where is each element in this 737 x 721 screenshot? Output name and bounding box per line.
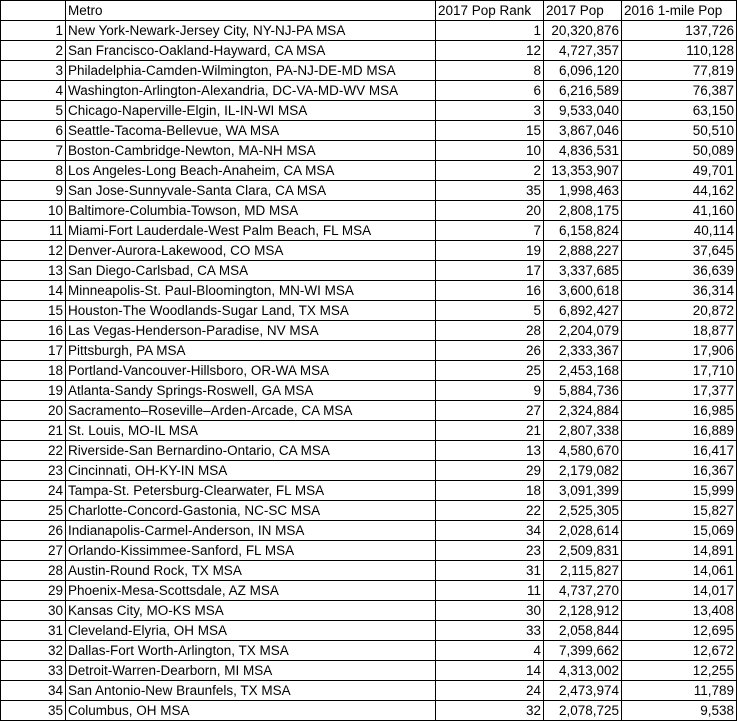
- cell-metro[interactable]: San Jose-Sunnyvale-Santa Clara, CA MSA: [66, 181, 436, 201]
- cell-2017-pop-rank[interactable]: 3: [436, 101, 544, 121]
- table-row: [1, 381, 737, 401]
- cell-2017-pop-rank[interactable]: 28: [436, 321, 544, 341]
- cell-2017-pop[interactable]: 3,091,399: [544, 481, 622, 501]
- cell-2016-1-mile-pop[interactable]: 16,985: [622, 401, 737, 421]
- cell-2017-pop[interactable]: 4,580,670: [544, 441, 622, 461]
- cell-metro[interactable]: Detroit-Warren-Dearborn, MI MSA: [66, 661, 436, 681]
- table-row: [1, 141, 737, 161]
- row-index: 25: [1, 501, 66, 521]
- table-row: [1, 161, 737, 181]
- row-index: 15: [1, 301, 66, 321]
- cell-2016-1-mile-pop[interactable]: 11,789: [622, 681, 737, 701]
- table-row: [1, 81, 737, 101]
- cell-2016-1-mile-pop[interactable]: 49,701: [622, 161, 737, 181]
- cell-2016-1-mile-pop[interactable]: 13,408: [622, 601, 737, 621]
- cell-2017-pop[interactable]: 6,158,824: [544, 221, 622, 241]
- cell-metro[interactable]: Orlando-Kissimmee-Sanford, FL MSA: [66, 541, 436, 561]
- cell-2016-1-mile-pop[interactable]: 15,827: [622, 501, 737, 521]
- cell-2016-1-mile-pop[interactable]: 14,017: [622, 581, 737, 601]
- row-index: 12: [1, 241, 66, 261]
- row-index: 18: [1, 361, 66, 381]
- table-row: [1, 181, 737, 201]
- row-index: 8: [1, 161, 66, 181]
- cell-2017-pop-rank[interactable]: 24: [436, 681, 544, 701]
- cell-metro[interactable]: Cleveland-Elyria, OH MSA: [66, 621, 436, 641]
- cell-metro[interactable]: Indianapolis-Carmel-Anderson, IN MSA: [66, 521, 436, 541]
- cell-2017-pop[interactable]: 2,324,884: [544, 401, 622, 421]
- table-row: [1, 501, 737, 521]
- row-index: 9: [1, 181, 66, 201]
- cell-metro[interactable]: St. Louis, MO-IL MSA: [66, 421, 436, 441]
- cell-2016-1-mile-pop[interactable]: 77,819: [622, 61, 737, 81]
- row-index: 17: [1, 341, 66, 361]
- cell-2017-pop[interactable]: 5,884,736: [544, 381, 622, 401]
- cell-2016-1-mile-pop[interactable]: 16,417: [622, 441, 737, 461]
- row-index: 23: [1, 461, 66, 481]
- row-index: 20: [1, 401, 66, 421]
- cell-2016-1-mile-pop[interactable]: 17,906: [622, 341, 737, 361]
- row-index: 28: [1, 561, 66, 581]
- table-row: [1, 541, 737, 561]
- row-index: 22: [1, 441, 66, 461]
- cell-metro[interactable]: Dallas-Fort Worth-Arlington, TX MSA: [66, 641, 436, 661]
- row-index: 33: [1, 661, 66, 681]
- cell-2017-pop-rank[interactable]: 16: [436, 281, 544, 301]
- cell-2017-pop-rank[interactable]: 2: [436, 161, 544, 181]
- cell-metro[interactable]: New York-Newark-Jersey City, NY-NJ-PA MSA: [66, 21, 436, 41]
- cell-2017-pop-rank[interactable]: 22: [436, 501, 544, 521]
- cell-2017-pop[interactable]: 6,096,120: [544, 61, 622, 81]
- row-index: 21: [1, 421, 66, 441]
- cell-2017-pop[interactable]: 4,836,531: [544, 141, 622, 161]
- cell-2017-pop[interactable]: 9,533,040: [544, 101, 622, 121]
- cell-2016-1-mile-pop[interactable]: 110,128: [622, 41, 737, 61]
- row-index: 32: [1, 641, 66, 661]
- cell-2016-1-mile-pop[interactable]: 36,639: [622, 261, 737, 281]
- cell-metro[interactable]: Pittsburgh, PA MSA: [66, 341, 436, 361]
- row-index: 34: [1, 681, 66, 701]
- table-row: [1, 201, 737, 221]
- cell-metro[interactable]: Washington-Arlington-Alexandria, DC-VA-MD-WV MSA: [66, 81, 436, 101]
- cell-2017-pop[interactable]: 3,337,685: [544, 261, 622, 281]
- cell-metro[interactable]: Charlotte-Concord-Gastonia, NC-SC MSA: [66, 501, 436, 521]
- cell-metro[interactable]: San Francisco-Oakland-Hayward, CA MSA: [66, 41, 436, 61]
- cell-2017-pop-rank[interactable]: 17: [436, 261, 544, 281]
- cell-2017-pop[interactable]: 2,525,305: [544, 501, 622, 521]
- row-index: 7: [1, 141, 66, 161]
- row-index: 14: [1, 281, 66, 301]
- table-row: [1, 681, 737, 701]
- cell-2017-pop-rank[interactable]: 35: [436, 181, 544, 201]
- table-row: [1, 581, 737, 601]
- cell-2017-pop-rank[interactable]: 31: [436, 561, 544, 581]
- cell-metro[interactable]: Houston-The Woodlands-Sugar Land, TX MSA: [66, 301, 436, 321]
- table-row: [1, 621, 737, 641]
- table-row: [1, 601, 737, 621]
- cell-2017-pop-rank[interactable]: 19: [436, 241, 544, 261]
- table-row: [1, 441, 737, 461]
- row-index: 31: [1, 621, 66, 641]
- cell-metro[interactable]: Atlanta-Sandy Springs-Roswell, GA MSA: [66, 381, 436, 401]
- cell-2017-pop-rank[interactable]: 5: [436, 301, 544, 321]
- cell-2017-pop-rank[interactable]: 23: [436, 541, 544, 561]
- cell-2016-1-mile-pop[interactable]: 14,891: [622, 541, 737, 561]
- cell-2016-1-mile-pop[interactable]: 20,872: [622, 301, 737, 321]
- cell-metro[interactable]: Phoenix-Mesa-Scottsdale, AZ MSA: [66, 581, 436, 601]
- cell-metro[interactable]: Minneapolis-St. Paul-Bloomington, MN-WI MSA: [66, 281, 436, 301]
- cell-2017-pop-rank[interactable]: 20: [436, 201, 544, 221]
- cell-metro[interactable]: Miami-Fort Lauderdale-West Palm Beach, FL MSA: [66, 221, 436, 241]
- table-row: [1, 701, 737, 721]
- table-row: [1, 661, 737, 681]
- cell-metro[interactable]: San Diego-Carlsbad, CA MSA: [66, 261, 436, 281]
- cell-2017-pop[interactable]: 3,867,046: [544, 121, 622, 141]
- header-row: [1, 1, 737, 21]
- table-row: [1, 281, 737, 301]
- cell-2017-pop-rank[interactable]: 8: [436, 61, 544, 81]
- cell-2016-1-mile-pop[interactable]: 17,710: [622, 361, 737, 381]
- cell-2017-pop[interactable]: 3,600,618: [544, 281, 622, 301]
- cell-2016-1-mile-pop[interactable]: 50,089: [622, 141, 737, 161]
- table-row: [1, 301, 737, 321]
- table-row: [1, 341, 737, 361]
- cell-2016-1-mile-pop[interactable]: 41,160: [622, 201, 737, 221]
- cell-2017-pop-rank[interactable]: 33: [436, 621, 544, 641]
- cell-2017-pop-rank[interactable]: 4: [436, 641, 544, 661]
- cell-2017-pop-rank[interactable]: 29: [436, 461, 544, 481]
- cell-2016-1-mile-pop[interactable]: 16,889: [622, 421, 737, 441]
- cell-2017-pop-rank[interactable]: 30: [436, 601, 544, 621]
- header-2016-1-mile-pop[interactable]: 2016 1-mile Pop: [622, 1, 737, 21]
- row-index: 4: [1, 81, 66, 101]
- cell-metro[interactable]: Cincinnati, OH-KY-IN MSA: [66, 461, 436, 481]
- cell-2017-pop[interactable]: 2,204,079: [544, 321, 622, 341]
- cell-metro[interactable]: Sacramento–Roseville–Arden-Arcade, CA MSA: [66, 401, 436, 421]
- cell-2017-pop-rank[interactable]: 27: [436, 401, 544, 421]
- cell-2017-pop-rank[interactable]: 14: [436, 661, 544, 681]
- cell-metro[interactable]: Tampa-St. Petersburg-Clearwater, FL MSA: [66, 481, 436, 501]
- cell-2017-pop-rank[interactable]: 21: [436, 421, 544, 441]
- cell-2016-1-mile-pop[interactable]: 18,877: [622, 321, 737, 341]
- cell-2017-pop[interactable]: 6,892,427: [544, 301, 622, 321]
- table-row: [1, 641, 737, 661]
- cell-2016-1-mile-pop[interactable]: 137,726: [622, 21, 737, 41]
- cell-2017-pop[interactable]: 2,078,725: [544, 701, 622, 721]
- table-row: [1, 241, 737, 261]
- cell-2016-1-mile-pop[interactable]: 76,387: [622, 81, 737, 101]
- table-row: [1, 101, 737, 121]
- cell-2016-1-mile-pop[interactable]: 12,255: [622, 661, 737, 681]
- cell-2017-pop-rank[interactable]: 18: [436, 481, 544, 501]
- cell-2017-pop[interactable]: 4,737,270: [544, 581, 622, 601]
- cell-metro[interactable]: Philadelphia-Camden-Wilmington, PA-NJ-DE-MD MSA: [66, 61, 436, 81]
- row-index: 19: [1, 381, 66, 401]
- row-index: 26: [1, 521, 66, 541]
- cell-2017-pop[interactable]: 2,509,831: [544, 541, 622, 561]
- table-row: [1, 61, 737, 81]
- cell-metro[interactable]: Columbus, OH MSA: [66, 701, 436, 721]
- cell-metro[interactable]: Riverside-San Bernardino-Ontario, CA MSA: [66, 441, 436, 461]
- cell-2017-pop[interactable]: 2,808,175: [544, 201, 622, 221]
- row-index: 29: [1, 581, 66, 601]
- cell-metro[interactable]: Las Vegas-Henderson-Paradise, NV MSA: [66, 321, 436, 341]
- cell-2016-1-mile-pop[interactable]: 37,645: [622, 241, 737, 261]
- table-row: [1, 361, 737, 381]
- cell-2016-1-mile-pop[interactable]: 14,061: [622, 561, 737, 581]
- cell-2017-pop[interactable]: 2,028,614: [544, 521, 622, 541]
- cell-metro[interactable]: Denver-Aurora-Lakewood, CO MSA: [66, 241, 436, 261]
- cell-metro[interactable]: Boston-Cambridge-Newton, MA-NH MSA: [66, 141, 436, 161]
- cell-2017-pop-rank[interactable]: 32: [436, 701, 544, 721]
- cell-metro[interactable]: Portland-Vancouver-Hillsboro, OR-WA MSA: [66, 361, 436, 381]
- cell-2016-1-mile-pop[interactable]: 63,150: [622, 101, 737, 121]
- cell-2017-pop-rank[interactable]: 13: [436, 441, 544, 461]
- cell-2016-1-mile-pop[interactable]: 15,999: [622, 481, 737, 501]
- table-row: [1, 321, 737, 341]
- cell-2017-pop[interactable]: 4,727,357: [544, 41, 622, 61]
- cell-2017-pop[interactable]: 6,216,589: [544, 81, 622, 101]
- table-row: [1, 261, 737, 281]
- cell-2017-pop-rank[interactable]: 25: [436, 361, 544, 381]
- cell-2017-pop[interactable]: 2,115,827: [544, 561, 622, 581]
- cell-2016-1-mile-pop[interactable]: 17,377: [622, 381, 737, 401]
- cell-metro[interactable]: Austin-Round Rock, TX MSA: [66, 561, 436, 581]
- table-row: [1, 481, 737, 501]
- row-index: 5: [1, 101, 66, 121]
- cell-metro[interactable]: Seattle-Tacoma-Bellevue, WA MSA: [66, 121, 436, 141]
- table-row: [1, 21, 737, 41]
- cell-2016-1-mile-pop[interactable]: 9,538: [622, 701, 737, 721]
- row-index: 24: [1, 481, 66, 501]
- cell-2016-1-mile-pop[interactable]: 15,069: [622, 521, 737, 541]
- cell-2017-pop-rank[interactable]: 1: [436, 21, 544, 41]
- header-2017-pop[interactable]: 2017 Pop: [544, 1, 622, 21]
- cell-2017-pop[interactable]: 1,998,463: [544, 181, 622, 201]
- cell-2017-pop-rank[interactable]: 7: [436, 221, 544, 241]
- cell-metro[interactable]: Baltimore-Columbia-Towson, MD MSA: [66, 201, 436, 221]
- table-row: [1, 561, 737, 581]
- row-index: 2: [1, 41, 66, 61]
- cell-metro[interactable]: Los Angeles-Long Beach-Anaheim, CA MSA: [66, 161, 436, 181]
- cell-2017-pop-rank[interactable]: 9: [436, 381, 544, 401]
- cell-2017-pop[interactable]: 2,128,912: [544, 601, 622, 621]
- table-row: [1, 421, 737, 441]
- row-index: 27: [1, 541, 66, 561]
- row-index-header: [1, 1, 66, 21]
- cell-2017-pop-rank[interactable]: 34: [436, 521, 544, 541]
- cell-2017-pop[interactable]: 2,058,844: [544, 621, 622, 641]
- cell-2017-pop[interactable]: 2,179,082: [544, 461, 622, 481]
- cell-metro[interactable]: San Antonio-New Braunfels, TX MSA: [66, 681, 436, 701]
- cell-2016-1-mile-pop[interactable]: 12,695: [622, 621, 737, 641]
- row-index: 3: [1, 61, 66, 81]
- cell-2017-pop[interactable]: 7,399,662: [544, 641, 622, 661]
- cell-2017-pop[interactable]: 13,353,907: [544, 161, 622, 181]
- cell-2016-1-mile-pop[interactable]: 44,162: [622, 181, 737, 201]
- row-index: 16: [1, 321, 66, 341]
- cell-2017-pop[interactable]: 20,320,876: [544, 21, 622, 41]
- cell-2016-1-mile-pop[interactable]: 16,367: [622, 461, 737, 481]
- cell-2017-pop[interactable]: 2,888,227: [544, 241, 622, 261]
- table-row: [1, 401, 737, 421]
- cell-2017-pop-rank[interactable]: 15: [436, 121, 544, 141]
- row-index: 10: [1, 201, 66, 221]
- cell-2016-1-mile-pop[interactable]: 36,314: [622, 281, 737, 301]
- cell-metro[interactable]: Chicago-Naperville-Elgin, IL-IN-WI MSA: [66, 101, 436, 121]
- table-row: [1, 221, 737, 241]
- row-index: 11: [1, 221, 66, 241]
- cell-2017-pop-rank[interactable]: 6: [436, 81, 544, 101]
- row-index: 35: [1, 701, 66, 721]
- table-row: [1, 461, 737, 481]
- table-row: [1, 521, 737, 541]
- cell-2017-pop[interactable]: 2,333,367: [544, 341, 622, 361]
- row-index: 1: [1, 21, 66, 41]
- header-2017-pop-rank[interactable]: 2017 Pop Rank: [436, 1, 544, 21]
- cell-2017-pop[interactable]: 2,453,168: [544, 361, 622, 381]
- cell-2017-pop[interactable]: 2,807,338: [544, 421, 622, 441]
- cell-2017-pop[interactable]: 4,313,002: [544, 661, 622, 681]
- cell-2017-pop-rank[interactable]: 11: [436, 581, 544, 601]
- cell-2016-1-mile-pop[interactable]: 40,114: [622, 221, 737, 241]
- cell-2017-pop[interactable]: 2,473,974: [544, 681, 622, 701]
- cell-2017-pop-rank[interactable]: 12: [436, 41, 544, 61]
- cell-2017-pop-rank[interactable]: 10: [436, 141, 544, 161]
- header-metro[interactable]: Metro: [66, 1, 436, 21]
- row-index: 6: [1, 121, 66, 141]
- cell-2016-1-mile-pop[interactable]: 50,510: [622, 121, 737, 141]
- table-row: [1, 41, 737, 61]
- row-index: 13: [1, 261, 66, 281]
- cell-2016-1-mile-pop[interactable]: 12,672: [622, 641, 737, 661]
- row-index: 30: [1, 601, 66, 621]
- table-row: [1, 121, 737, 141]
- cell-metro[interactable]: Kansas City, MO-KS MSA: [66, 601, 436, 621]
- cell-2017-pop-rank[interactable]: 26: [436, 341, 544, 361]
